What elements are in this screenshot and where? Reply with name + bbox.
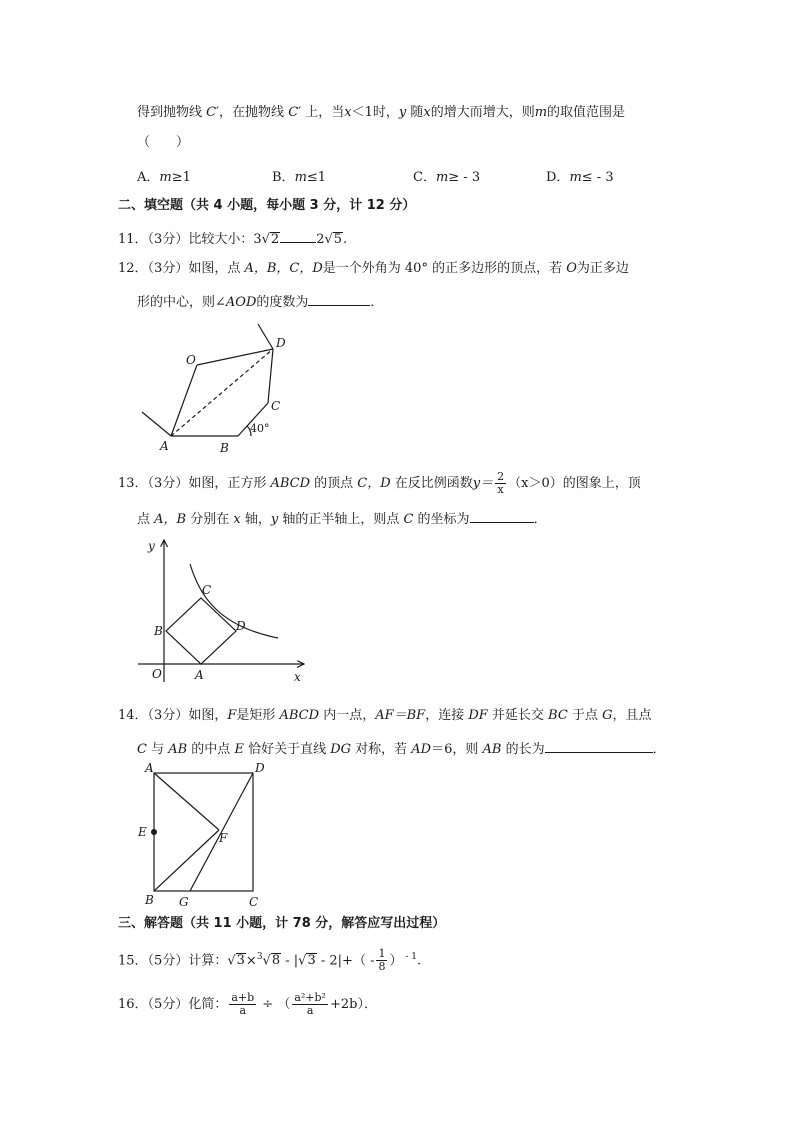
q15-fraction: $\frac{1}{8}$ [378, 947, 386, 974]
q12-label-a: A [160, 439, 169, 453]
q10-option-d[interactable]: D．m≤ - 3 [546, 170, 614, 185]
q14-label-g: G [179, 895, 189, 908]
q13-label-d: D [236, 619, 246, 633]
q14-label-f: F [219, 831, 228, 845]
q14-segment-af [154, 773, 219, 830]
q14-point-e [151, 829, 157, 835]
q10-option-b[interactable]: B．m≤1 [272, 170, 327, 185]
q16-fraction-2: $\frac{\text{a²+b²}}{a}$ [294, 991, 326, 1017]
q12-label-d: D [276, 336, 286, 350]
q14-segment-bf [154, 830, 219, 891]
q12-label-angle: 40° [250, 422, 270, 435]
q13-line1: 13．（3分）如图，正方形 ABCD 的顶点 C，D 在反比例函数y＝ $\frac{2}{x}$ （x＞0）的图象上，顶 [118, 470, 641, 496]
q14-answer-blank[interactable] [545, 738, 653, 753]
q13-label-y: y [148, 539, 155, 553]
q12-line1: 12．（3分）如图，点 A，B，C，D是一个外角为 40° 的正多边形的顶点，若 O为正多边 [118, 261, 629, 276]
q12-line2: 形的中心，则∠AOD的度数为 ． [137, 291, 383, 312]
q13-label-c: C [202, 583, 212, 597]
q14-line2: C 与 AB 的中点 E 恰好关于直线 DG 对称，若 AD＝6，则 AB 的长为 ． [137, 738, 666, 759]
section3-heading: 三、解答题（共 11 小题，计 78 分，解答应写出过程） [118, 916, 446, 931]
q12-extension-top [258, 324, 273, 349]
q13-hyperbola [190, 564, 278, 638]
q10-answer-paren: （ ） [137, 135, 190, 150]
q14-figure [135, 760, 275, 908]
q10-option-a[interactable]: A．m≥1 [137, 170, 191, 185]
q13-figure [138, 536, 313, 686]
q13-label-x: x [294, 670, 301, 684]
q14-label-c: C [249, 895, 259, 908]
q14-line1: 14．（3分）如图，F是矩形 ABCD 内一点，AF＝BF，连接 DF 并延长交 BC 于点 G，且点 [118, 708, 652, 723]
q13-line2: 点 A，B 分别在 x 轴，y 轴的正半轴上，则点 C 的坐标为 ． [137, 508, 547, 529]
q13-answer-blank[interactable] [470, 508, 534, 523]
q14-rectangle [154, 773, 253, 891]
q11-answer-blank[interactable] [280, 228, 316, 243]
q14-label-d: D [255, 761, 265, 775]
q12-answer-blank[interactable] [308, 291, 370, 306]
q12-segment-od [197, 349, 273, 365]
q13-label-o: O [152, 667, 162, 681]
q12-label-o: O [186, 353, 196, 367]
q14-label-b: B [145, 893, 154, 907]
q13-label-b: B [154, 624, 163, 638]
q10-option-c[interactable]: C．m≥ - 3 [413, 170, 481, 185]
q14-label-e: E [138, 825, 147, 839]
q16: 16．（5分）化简： $\frac{a+b}{a}$ ÷ （ $\frac{\text{a²+b²}}{a}$ +2b）． [118, 991, 377, 1017]
q11: 11．（3分）比较大小：3√2 2√5. [118, 228, 347, 249]
q13-square [166, 598, 236, 664]
section2-heading: 二、填空题（共 4 小题，每小题 3 分，计 12 分） [118, 198, 416, 213]
q12-segment-dc [268, 349, 273, 403]
q13-label-a: A [195, 668, 204, 682]
q12-label-b: B [220, 441, 229, 455]
q13-fraction: $\frac{2}{x}$ [497, 470, 505, 496]
q12-extension-left [142, 412, 171, 436]
q12-figure [140, 322, 300, 457]
q14-label-a: A [145, 761, 154, 775]
q12-label-c: C [271, 399, 281, 413]
q10-line1: 得到抛物线 C′，在抛物线 C′ 上，当x＜1时，y 随x的增大而增大，则m的取值范围是 [137, 105, 626, 120]
q16-fraction-1: $\frac{a+b}{a}$ [231, 991, 255, 1017]
q15: 15．（5分）计算：√3×$^3$√8 - |√3 - 2|+（ - $\frac{1}{8}$ ） $^{- 1}$. [118, 947, 422, 974]
